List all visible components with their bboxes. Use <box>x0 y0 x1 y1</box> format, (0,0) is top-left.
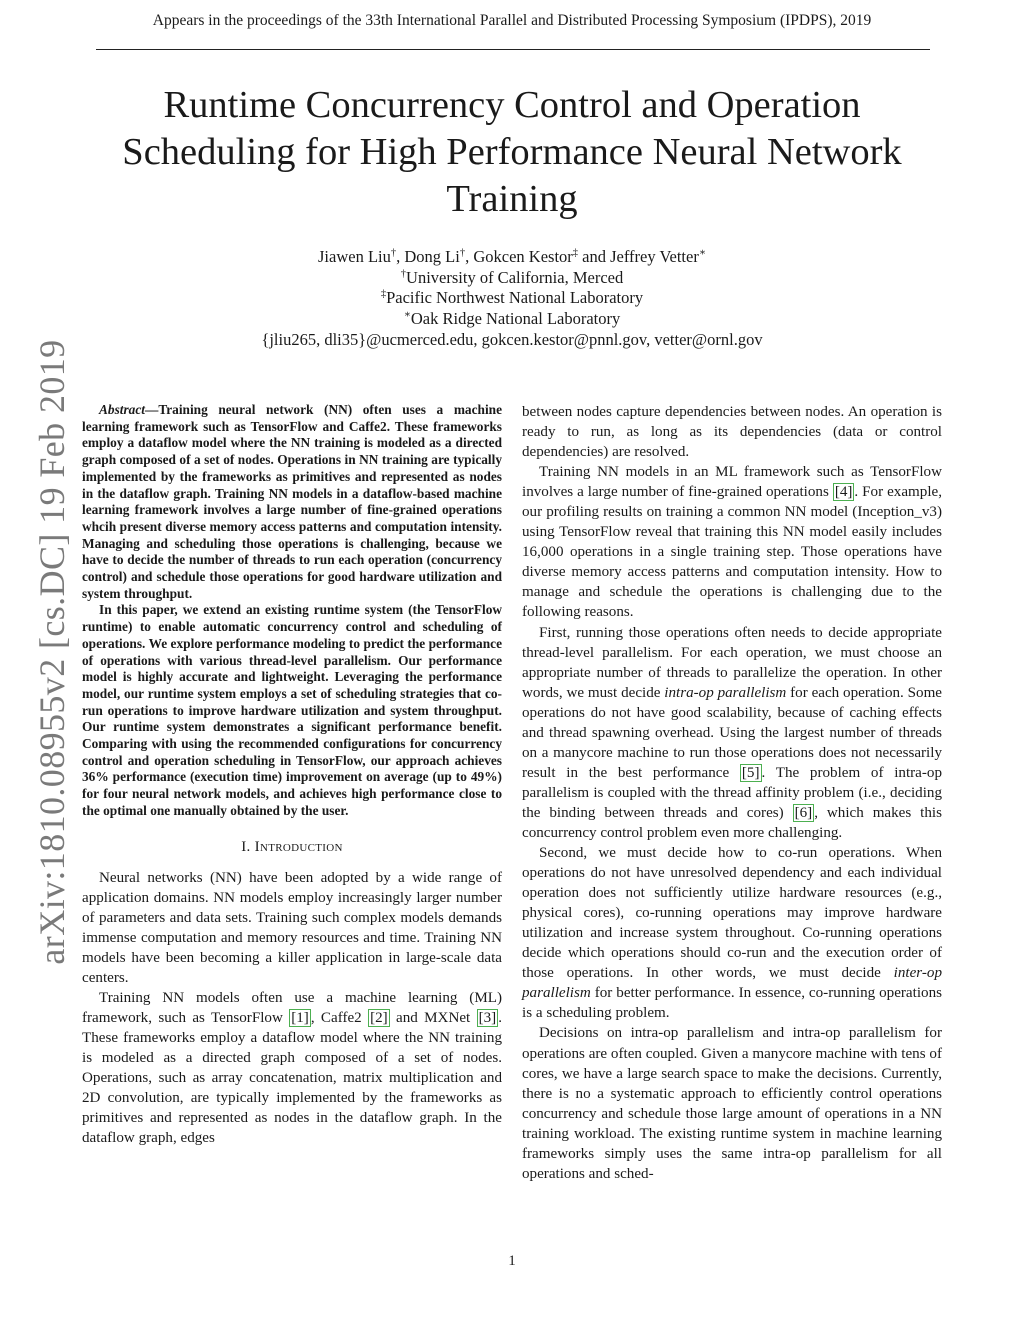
body-paragraph: Training NN models often use a machine learning (ML) framework, such as TensorFlow [1] , Caffe2 [2] and MXNet [3] . These frameworks employ a dataflow model where the NN training is modeled as a directed graph composed of a set of nodes. Operations, such as array concatenation, matrix multiplication and 2D convolution, are typically implemented by the frameworks as primitives and represented as nodes in the dataflow graph. In the dataflow graph, edges <box>82 989 502 1147</box>
citation-link[interactable]: [6] <box>794 804 813 821</box>
body-paragraph: Second, we must decide how to co-run operations. When operations do not have unresolved dependency and each individual operation does not sufficiently utilize hardware resources (e.g., physical cores), co-running operations may improve hardware utilization and increase system throughout. Co-running operations decide which operations should co-run and the execution order of those operations. In other words, we must decide inter-op parallelism for better performance. In essence, co-running operations is a scheduling problem. <box>522 845 942 1022</box>
arxiv-stamp: arXiv:1810.08955v2 [cs.DC] 19 Feb 2019 <box>32 339 72 965</box>
title-line-1: Runtime Concurrency Control and Operation <box>163 84 861 126</box>
body-paragraph: Training NN models in an ML framework such as TensorFlow involves a large number of fine-grained operations [4] . For example, our profiling results on training a common NN model (Inception_v3) using TensorFlow reveal that training this NN model easily includes 16,000 operations in a single training step. Those operations have diverse memory access patterns and computation intensity. How to manage and schedule the operations is challenging due to the following reasons. <box>522 464 942 621</box>
term-inter-op: inter-op parallelism <box>522 965 942 1002</box>
abstract <box>82 402 502 820</box>
affiliation-ucmerced: †University of California, Merced <box>400 267 624 287</box>
body-paragraph: Neural networks (NN) have been adopted by a wide range of application domains. NN models employ increasingly larger number of parameters and data sets. Training such complex models demands immense computation and memory resources and time. Training NN models have been becoming a killer application in large-scale data centers. <box>82 869 502 986</box>
author-name: Jiawen Liu <box>318 247 391 266</box>
abstract-paragraph: In this paper, we extend an existing runtime system (the TensorFlow runtime) to enable automatic concurrency control and scheduling of operations. We explore performance modeling to predict the performance of operations with various thread-level parallelism. Our performance model is highly accurate and lightweight. Leveraging the performance model, our runtime system employs a set of scheduling strategies that co-run operations to improve hardware utilization and system throughput. Our runtime system demonstrates a significant performance benefit. Comparing with using the recommended configurations for concurrency control and operation scheduling in TensorFlow, our approach achieves 36% performance (execution time) improvement on average (up to 49%) for four neural network models, and achieves high performance close to the optimal one manually obtained by the user. <box>82 602 502 818</box>
abstract-paragraph: Abstract—Training neural network (NN) often uses a machine learning framework such as TensorFlow and Caffe2. These frameworks employ a dataflow model where the NN training is modeled as a directed graph composed of a set of nodes. Operations in NN training are typically implemented by the frameworks as primitives and represented as nodes in the dataflow graph. Training NN models in a dataflow-based machine learning framework involves a large number of fine-grained operations whcih present diverse memory access patterns and computation intensity. Managing and scheduling those operations is challenging, because we have to decide the number of threads to run each operation (concurrency control) and schedule those operations for good hardware utilization and system throughput. <box>82 402 502 601</box>
left-column <box>82 402 502 1148</box>
affiliation-ornl: ∗Oak Ridge National Laboratory <box>403 309 621 329</box>
author-name: Gokcen Kestor <box>473 247 573 266</box>
body-paragraph: Decisions on intra-op parallelism and intra-op parallelism for operations are often coupled. Given a manycore machine with tens of cores, we have a large search space to make the decisions. Currently, there is no a systematic approach to efficiently control operations concurrency and schedule those large amount of operations in a NN training workload. The existing runtime system in machine learning frameworks simply uses the same intra-op parallelism for all operations and sched- <box>522 1025 942 1182</box>
title-line-3: Training <box>446 178 578 220</box>
author-name: Dong Li <box>404 247 460 266</box>
term-intra-op: intra-op parallelism <box>664 684 787 701</box>
affiliation-pnnl: ‡Pacific Northwest National Laboratory <box>380 288 644 308</box>
citation-link[interactable]: [1] <box>291 1009 309 1026</box>
author-block <box>0 247 1024 351</box>
author-name: Jeffrey Vetter <box>610 247 699 266</box>
header-divider <box>96 49 930 50</box>
page-number: 1 <box>508 1253 516 1269</box>
citation-link[interactable]: [2] <box>370 1009 388 1026</box>
author-emails: {jliu265, dli35}@ucmerced.edu, gokcen.kestor@pnnl.gov, vetter@ornl.gov <box>261 329 763 349</box>
body-paragraph: between nodes capture dependencies between nodes. An operation is ready to run, as long as its dependencies (data or control dependencies) are resolved. <box>522 404 942 461</box>
author-names: Jiawen Liu†, Dong Li†, Gokcen Kestor‡ and Jeffrey Vetter∗ <box>318 247 706 266</box>
citation-link[interactable]: [5] <box>741 764 760 781</box>
section-heading-introduction: I. Introduction <box>241 838 343 855</box>
citation-link[interactable]: [4] <box>834 484 853 501</box>
paper-title <box>60 82 964 223</box>
right-column <box>522 402 942 1184</box>
body-paragraph: First, running those operations often needs to decide appropriate thread-level parallelism. For each operation, we must choose an appropriate number of threads to parallelize the operation. In other words, we must decide intra-op parallelism for each operation. Some operations do not have good scalability, because of caching effects and thread spawning overhead. Using the largest number of threads on a manycore machine to run those operations does not necessarily result in the best performance [5] . The problem of intra-op parallelism is coupled with the thread affinity problem (i.e., deciding the binding between threads and cores) [6] , which makes this concurrency control problem even more challenging. <box>522 624 943 841</box>
title-line-2: Scheduling for High Performance Neural Network <box>122 131 902 173</box>
venue-header: Appears in the proceedings of the 33th International Parallel and Distributed Processing Symposium (IPDPS), 2019 <box>152 12 872 29</box>
citation-link[interactable]: [3] <box>478 1009 497 1026</box>
abstract-lead: Abstract <box>99 402 145 417</box>
